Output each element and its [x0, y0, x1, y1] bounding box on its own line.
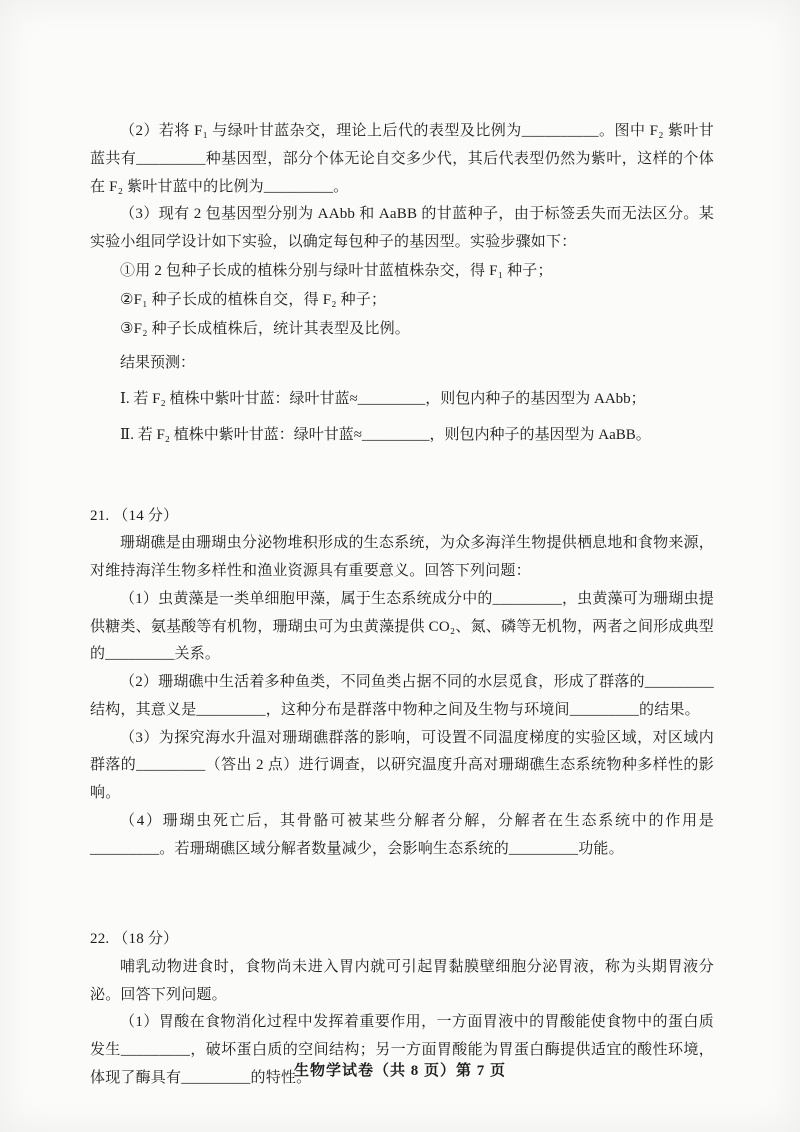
page-footer: 生物学试卷（共 8 页）第 7 页	[293, 1063, 506, 1079]
question-text: （2）珊瑚礁中生活着多种鱼类，不同鱼类占据不同的水层觅食，形成了群落的_________结构，其意义是_________，这种分布是群落中物种之间及生物与环境间_________的结果。	[90, 674, 714, 718]
result-prediction-line: Ⅰ. 若 F₂ 植株中紫叶甘蓝：绿叶甘蓝≈_________，则包内种子的基因型为 AAbb；	[120, 390, 646, 407]
question-text: 哺乳动物进食时，食物尚未进入胃内就可引起胃黏膜壁细胞分泌胃液，称为头期胃液分泌。回答下列问题。	[90, 958, 714, 1003]
question-21	[90, 502, 714, 864]
question-number-heading: 21. （14 分）	[90, 507, 179, 524]
question-text: （3）现有 2 包基因型分别为 AAbb 和 AaBB 的甘蓝种子，由于标签丢失而无法区分。某实验小组同学设计如下实验，以确定每包种子的基因型。实验步骤如下：	[90, 206, 714, 250]
question-text: （3）为探究海水升温对珊瑚礁群落的影响，可设置不同温度梯度的实验区域，对区域内群落的_________（答出 2 点）进行调查，以研究温度升高对珊瑚礁生态系统物种多样性的影响。	[90, 729, 714, 801]
result-prediction-label: 结果预测：	[120, 354, 196, 371]
question-20-continued	[90, 118, 714, 450]
question-text: （4）珊瑚虫死亡后，其骨骼可被某些分解者分解，分解者在生态系统中的作用是_________。若珊瑚礁区域分解者数量减少，会影响生态系统的_________功能。	[90, 812, 714, 857]
question-text: 珊瑚礁是由珊瑚虫分泌物堆积形成的生态系统，为众多海洋生物提供栖息地和食物来源，对维持海洋生物多样性和渔业资源具有重要意义。回答下列问题：	[90, 535, 714, 579]
experiment-step: ②F₁ 种子长成的植株自交，得 F₂ 种子；	[120, 292, 387, 308]
experiment-step: ③F₂ 种子长成植株后，统计其表型及比例。	[120, 321, 410, 338]
page-content	[90, 118, 714, 1093]
result-prediction-line: Ⅱ. 若 F₂ 植株中紫叶甘蓝：绿叶甘蓝≈_________，则包内种子的基因型为 AaBB。	[120, 426, 651, 443]
question-text: （2）若将 F₁ 与绿叶甘蓝杂交，理论上后代的表型及比例为__________。图中 F₂ 紫叶甘蓝共有_________种基因型，部分个体无论自交多少代，其后代表型仍然为紫叶，这样的个体在 F₂ 紫叶甘蓝中的比例为_________。	[90, 123, 714, 195]
question-text: （1）虫黄藻是一类单细胞甲藻，属于生态系统成分中的_________，虫黄藻可为珊瑚虫提供糖类、氨基酸等有机物，珊瑚虫可为虫黄藻提供 CO₂、氮、磷等无机物，两者之间形成典型的_________关系。	[90, 590, 714, 663]
question-number-heading: 22. （18 分）	[90, 931, 179, 948]
experiment-step: ①用 2 包种子长成的植株分别与绿叶甘蓝植株杂交，得 F₁ 种子；	[120, 262, 553, 279]
question-text: （1）胃酸在食物消化过程中发挥着重要作用，一方面胃液中的胃酸能使食物中的蛋白质发生_________，破坏蛋白质的空间结构；另一方面胃酸能为胃蛋白酶提供适宜的酸性环境，体现了酶具有_________的特性。	[90, 1014, 714, 1086]
